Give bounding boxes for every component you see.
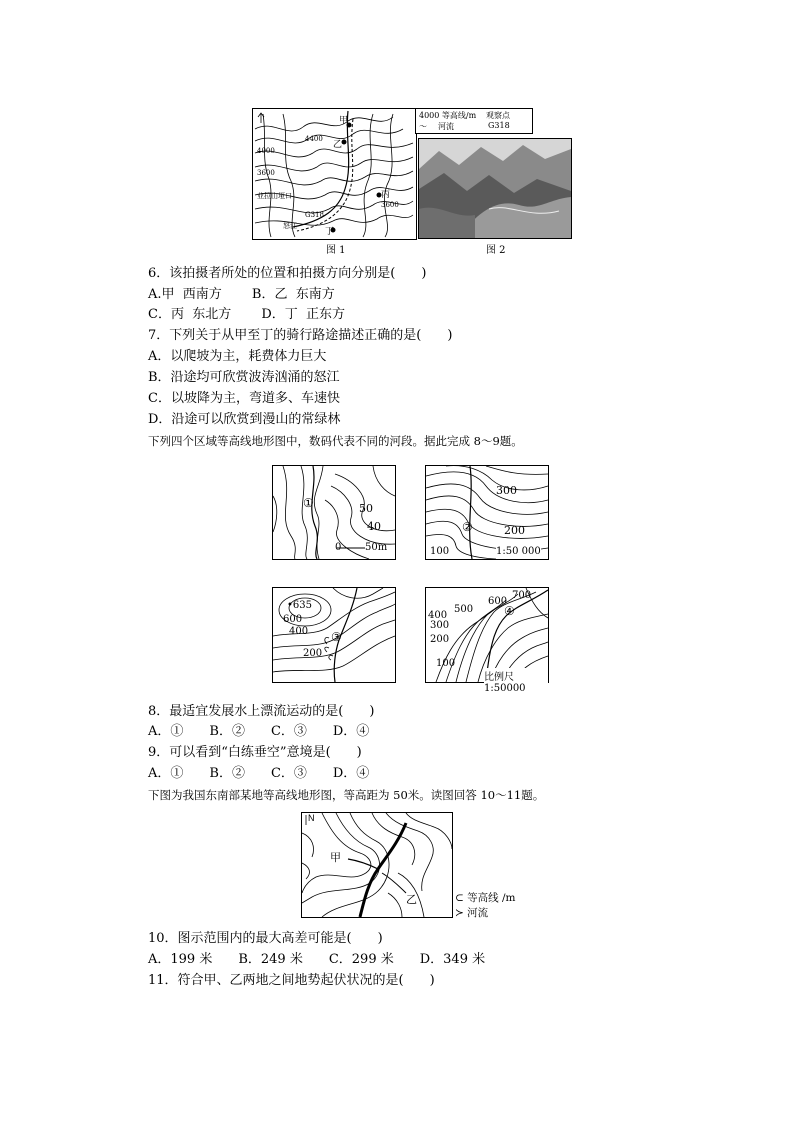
bottom-legend-river (455, 905, 488, 920)
contour-3600b: 3600 (381, 201, 399, 209)
label-ding: 丁 (325, 227, 335, 237)
map4-c200: 200 (430, 634, 450, 645)
map3-c400: 400 (289, 626, 309, 637)
contour-3600: 3600 (257, 169, 275, 177)
map3-num: ③ (331, 630, 342, 644)
map2-num: ② (462, 520, 473, 534)
bottom-label-jia: 甲 (330, 851, 341, 864)
map2-c100: 100 (430, 546, 450, 557)
q10-options: A．199 米 B．249 米 C．299 米 D．349 米 (148, 952, 486, 967)
map4-c700: 700 (512, 590, 532, 601)
map4-c300: 300 (430, 620, 450, 631)
bottom-label-yi: 乙 (406, 893, 417, 906)
figure-1-map (252, 108, 417, 240)
river-legend-icon: ≻ (455, 907, 464, 919)
q9-options: A．① B．② C．③ D．④ (148, 766, 370, 781)
river-legend-label: 河流 (467, 907, 489, 919)
map4-num: ④ (504, 604, 515, 618)
q7-option-d: D．沿途可以欣赏到漫山的常绿林 (148, 412, 341, 427)
map4-scale: 比例尺1:50000 (484, 668, 548, 694)
map3-c600: 600 (283, 614, 303, 625)
river-label: 怒江 (283, 222, 297, 230)
q7-stem: 7．下列关于从甲至丁的骑行路途描述正确的是( ) (148, 328, 453, 343)
figure-2-photo (418, 138, 572, 239)
intro-8-9: 下列四个区域等高线地形图中，数码代表不同的河段。据此完成 8～9题。 (148, 434, 523, 448)
contour-4000: 4000 (257, 147, 275, 155)
contour-legend-icon: ⊂ (455, 892, 464, 904)
map-1 (272, 465, 396, 560)
map2-scale: 1:50 000 (496, 546, 541, 557)
map2-c300: 300 (496, 484, 517, 497)
map-2 (425, 465, 549, 560)
figure-1-contours (253, 109, 416, 239)
photo-mountains (419, 139, 571, 238)
contour-legend-label: 等高线 /m (467, 892, 516, 904)
legend-river-sample: ～ (419, 122, 427, 131)
q7-option-a: A．以爬坡为主，耗费体力巨大 (148, 349, 327, 364)
legend-river: 河流 (438, 122, 454, 131)
north-arrow: N (308, 813, 315, 823)
q11-stem: 11．符合甲、乙两地之间地势起伏状况的是( ) (148, 973, 435, 988)
pass-label: 业拉山垭口 (257, 192, 292, 200)
map3-peak: •635 (287, 600, 312, 611)
bottom-legend-contour (455, 890, 516, 905)
bottom-map (301, 812, 453, 918)
map4-c600: 600 (488, 596, 508, 607)
legend-contour: 4000 等高线/m (419, 111, 477, 120)
legend-road: G318 (488, 121, 510, 130)
map-3 (272, 587, 396, 683)
label-bing: 丙 (381, 190, 391, 200)
label-yi: 乙 (333, 140, 343, 150)
intro-10-11: 下图为我国东南部某地等高线地形图，等高距为 50米。读图回答 10～11题。 (148, 788, 545, 802)
q7-option-b: B．沿途均可欣赏波涛汹涌的怒江 (148, 370, 340, 385)
map1-scale0: 0 (335, 542, 342, 553)
fig2-caption: 图 2 (486, 245, 506, 256)
figure-legend (415, 108, 533, 134)
map1-num: ① (303, 496, 314, 510)
bottom-map-contours (302, 813, 452, 917)
map4-c100: 100 (436, 658, 456, 669)
fig1-caption: 图 1 (326, 245, 346, 256)
q9-stem: 9．可以看到“白练垂空”意境是( ) (148, 745, 362, 760)
q6-stem: 6．该拍摄者所处的位置和拍摄方向分别是( ) (148, 266, 427, 281)
map4-c500: 500 (454, 604, 474, 615)
map4-c400: 400 (428, 610, 448, 621)
q10-stem: 10．图示范围内的最大高差可能是( ) (148, 931, 383, 946)
label-jia: 甲 (339, 116, 349, 126)
contour-4400: 4400 (305, 135, 323, 143)
map2-c200: 200 (504, 524, 525, 537)
map1-c40: 40 (367, 520, 381, 533)
q8-options: A．① B．② C．③ D．④ (148, 724, 370, 739)
road-g318: G318 (305, 211, 324, 219)
map-4 (425, 587, 549, 694)
q6-options-row1: A.甲 西南方 B．乙 东南方 (148, 287, 335, 302)
map1-scale: 50m (365, 542, 388, 553)
map1-c50: 50 (359, 502, 373, 515)
legend-point: 观察点 (486, 111, 510, 120)
q8-stem: 8．最适宜发展水上漂流运动的是( ) (148, 704, 375, 719)
map3-c200: 200 (303, 648, 323, 659)
q6-options-row2: C．丙 东北方 D．丁 正东方 (148, 307, 346, 322)
q7-option-c: C．以坡降为主，弯道多、车速快 (148, 391, 340, 406)
